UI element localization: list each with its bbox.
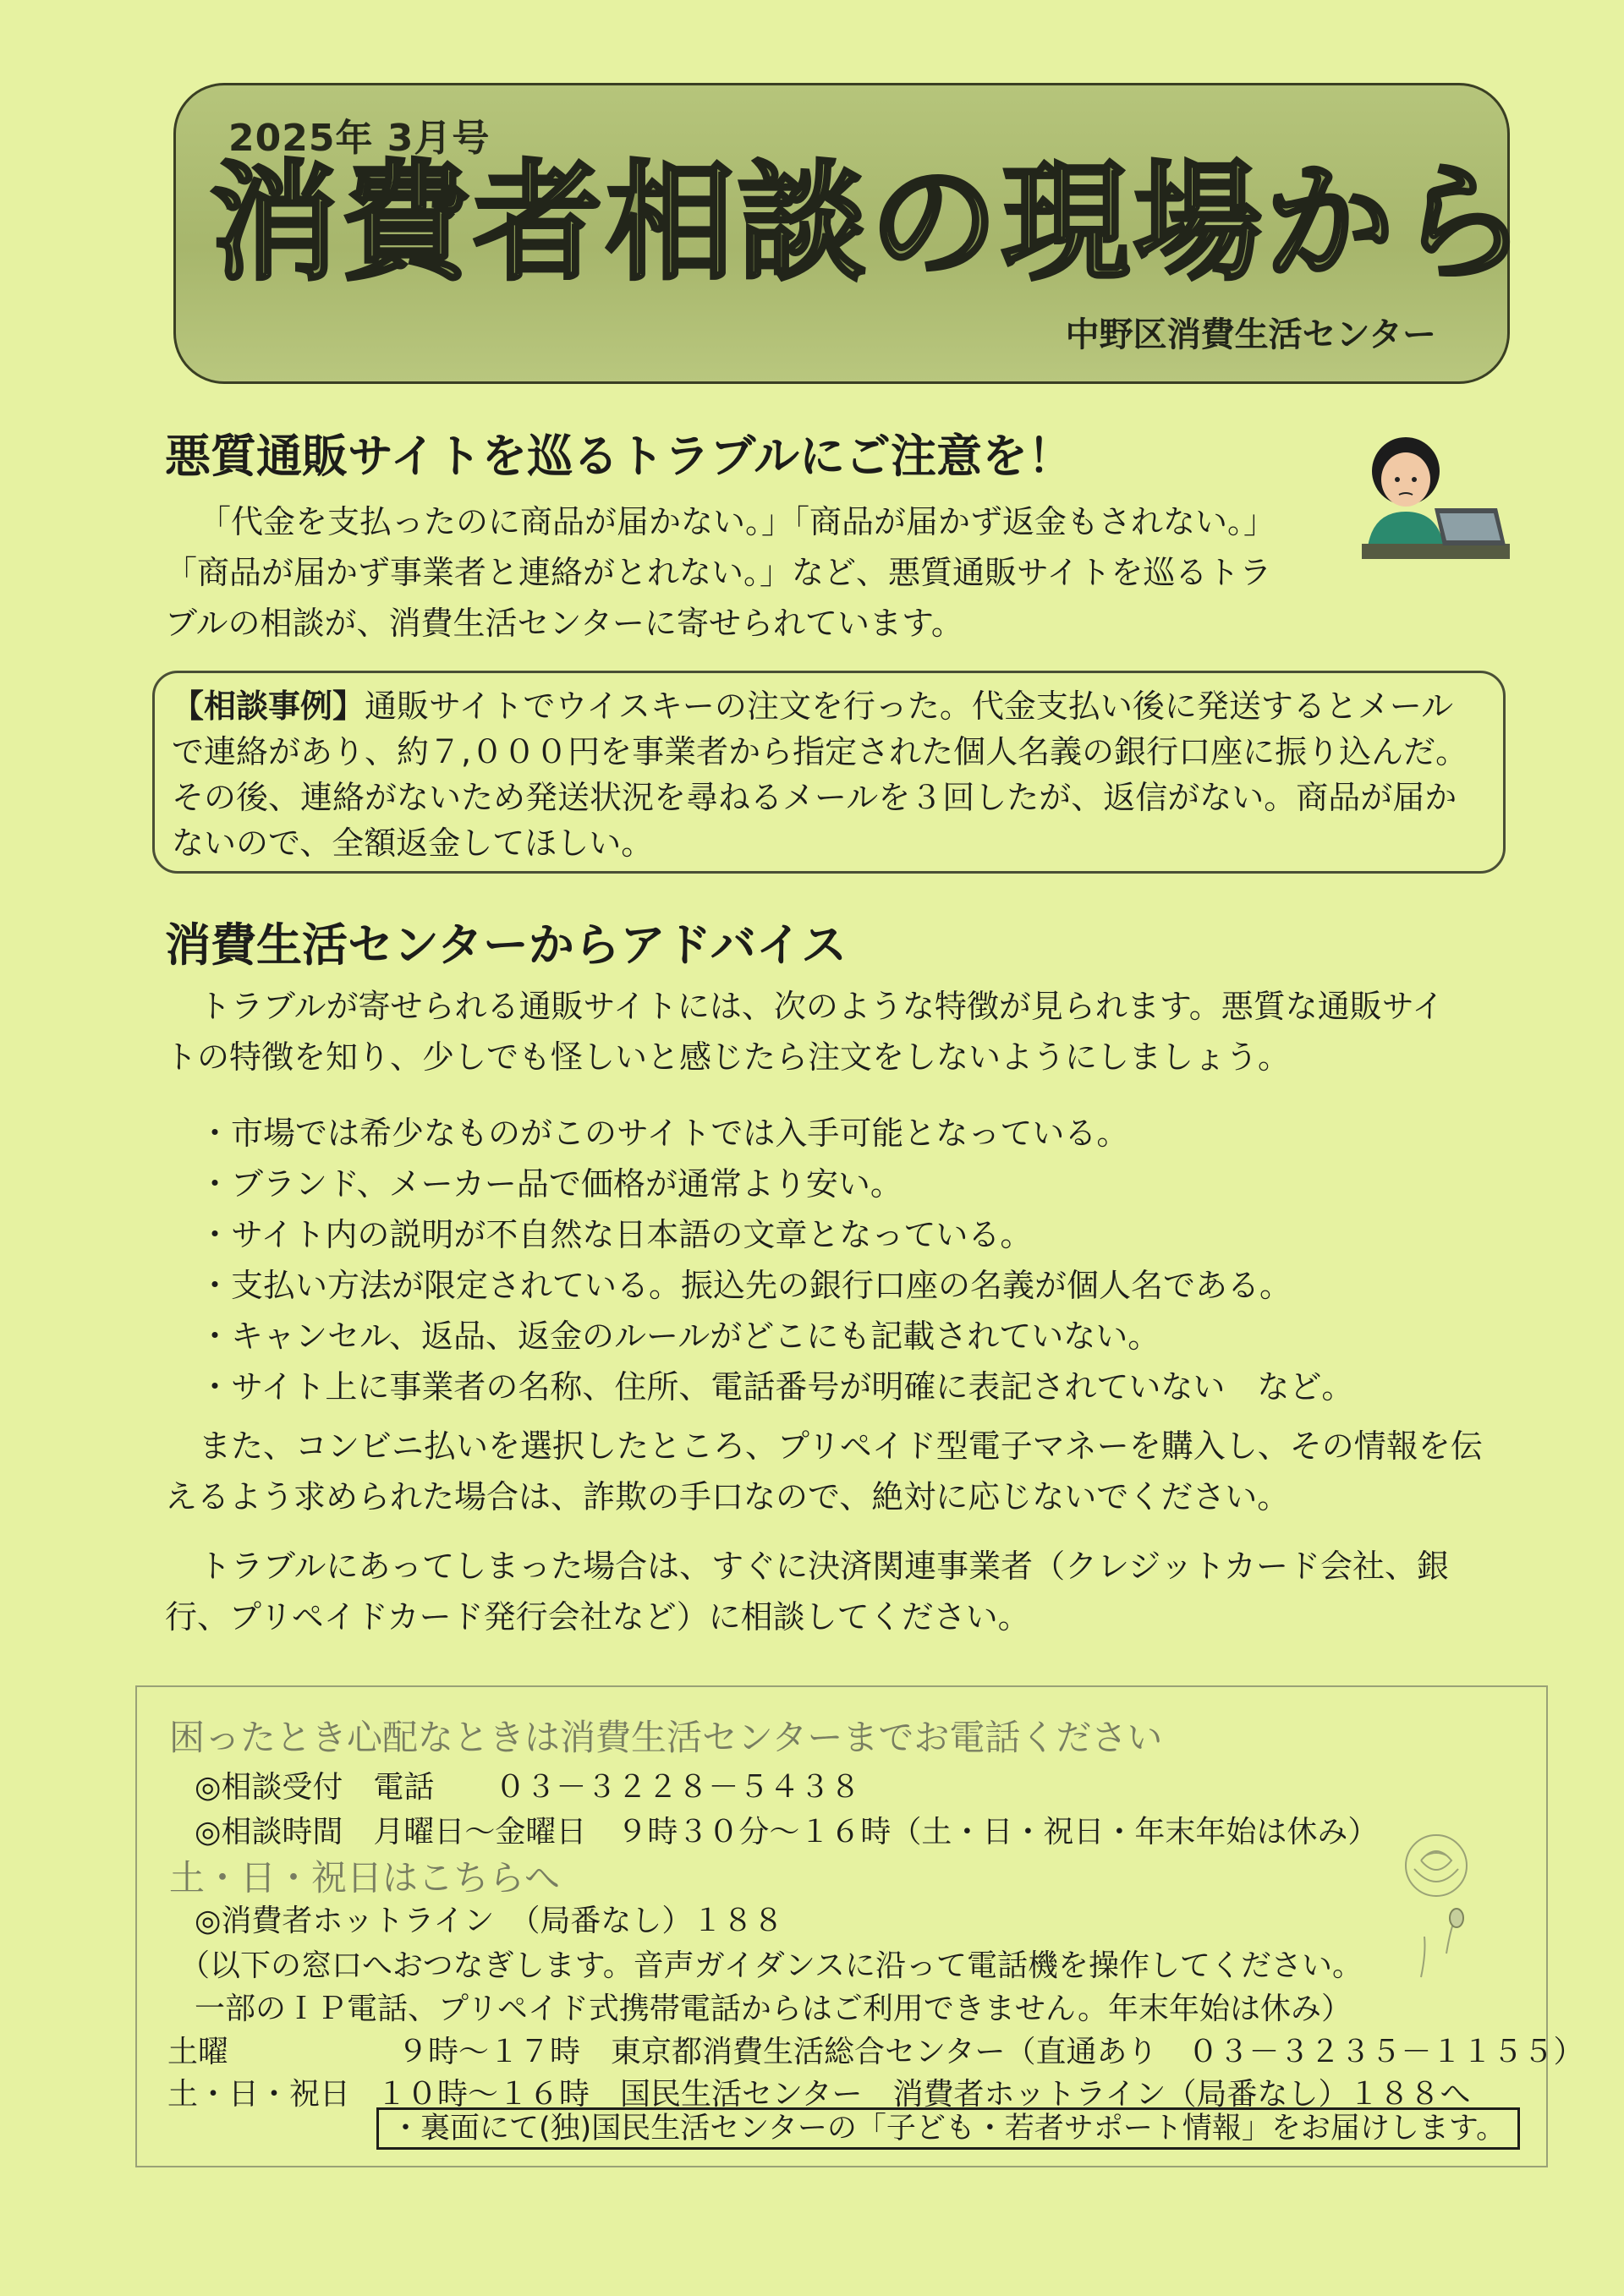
list-item: ・サイト上に事業者の名称、住所、電話番号が明確に表記されていない など。 <box>199 1368 1354 1406</box>
header-banner <box>173 83 1529 384</box>
text-line: その後、連絡がないため発送状況を尋ねるメールを３回したが、返信がない。商品が届か <box>172 779 1457 816</box>
text-line: 「代金を支払ったのに商品が届かない。」「商品が届かず返金もされない。」 <box>199 503 1276 540</box>
text-line: トラブルが寄せられる通販サイトには、次のような特徴が見られます。悪質な通販サイ <box>199 988 1445 1025</box>
text-line: ブルの相談が、消費生活センターに寄せられています。 <box>165 605 963 642</box>
hotline-note: （以下の窓口へおつなぎします。音声ガイダンスに沿って電話機を操作してください。 <box>179 1948 1363 1983</box>
text-line: ないので、全額返金してほしい。 <box>172 825 654 862</box>
page-title: 消費者相談の現場から <box>210 148 1529 298</box>
case-example-box <box>152 671 1506 874</box>
list-item: ・市場では希少なものがこのサイトでは入手可能となっている。 <box>199 1115 1129 1152</box>
contact-heading: 困ったとき心配なときは消費生活センターまでお電話ください <box>169 1717 1163 1758</box>
convenience-store-paragraph <box>165 1421 1518 1522</box>
holiday-label: 土・日・祝日 <box>167 2077 351 2112</box>
phone-number: ◎相談受付 電話 ０３－３２２８－５４３８ <box>195 1770 861 1805</box>
case-label: 【相談事例】 <box>172 688 365 725</box>
text-line: 通販サイトでウイスキーの注文を行った。代金支払い後に発送するとメール <box>365 688 1454 725</box>
hotline-note: 一部のＩＰ電話、プリペイド式携帯電話からはご利用できません。年末年始は休み） <box>195 1992 1352 2026</box>
consultation-hours: ◎相談時間 月曜日～金曜日 ９時３０分～１６時（土・日・祝日・年末年始は休み） <box>195 1815 1379 1849</box>
rose-sketch-icon <box>1370 1827 1506 1979</box>
text-line: トの特徴を知り、少しでも怪しいと感じたら注文をしないようにしましょう。 <box>165 1038 1291 1076</box>
text-line: また、コンビニ払いを選択したところ、プリペイド型電子マネーを購入し、その情報を伝 <box>199 1427 1483 1465</box>
holiday-info: １０時～１６時 国民生活センター 消費者ホットライン（局番なし）１８８へ <box>376 2077 1471 2112</box>
saturday-info: ９時～１７時 東京都消費生活総合センター（直通あり ０３－３２３５－１１５５） <box>398 2035 1584 2069</box>
text-line: トラブルにあってしまった場合は、すぐに決済関連事業者（クレジットカード会社、銀 <box>199 1548 1450 1585</box>
consumer-hotline: ◎消費者ホットライン （局番なし）１８８ <box>195 1904 784 1938</box>
section-title-warning: 悪質通販サイトを巡るトラブルにご注意を！ <box>165 430 1074 483</box>
warning-signs-list <box>199 1108 1353 1412</box>
advice-intro <box>165 981 1518 1082</box>
list-item: ・キャンセル、返品、返金のルールがどこにも記載されていない。 <box>199 1318 1160 1355</box>
list-item: ・ブランド、メーカー品で価格が通常より安い。 <box>199 1165 903 1203</box>
organization-name: 中野区消費生活センター <box>1065 315 1436 354</box>
saturday-label: 土曜 <box>167 2035 229 2069</box>
weekend-heading: 土・日・祝日はこちらへ <box>169 1857 561 1899</box>
list-item: ・サイト内の説明が不自然な日本語の文章となっている。 <box>199 1216 1033 1253</box>
trouble-paragraph <box>165 1541 1518 1642</box>
back-page-notice: ・裏面にて(独)国民生活センターの「子ども・若者サポート情報」をお届けします。 <box>376 2107 1520 2150</box>
intro-paragraph <box>165 496 1518 649</box>
text-line: で連絡があり、約７,０００円を事業者から指定された個人名義の銀行口座に振り込んだ。 <box>172 733 1468 770</box>
text-line: えるよう求められた場合は、詐欺の手口なので、絶対に応じないでください。 <box>165 1478 1290 1515</box>
text-line: 「商品が届かず事業者と連絡がとれない。」など、悪質通販サイトを巡るトラ <box>165 554 1272 591</box>
section-title-advice: 消費生活センターからアドバイス <box>165 918 848 972</box>
text-line: 行、プリペイドカード発行会社など）に相談してください。 <box>165 1598 1030 1636</box>
list-item: ・支払い方法が限定されている。振込先の銀行口座の名義が個人名である。 <box>199 1267 1292 1304</box>
issue-date: 2025年 3月号 <box>228 117 491 160</box>
